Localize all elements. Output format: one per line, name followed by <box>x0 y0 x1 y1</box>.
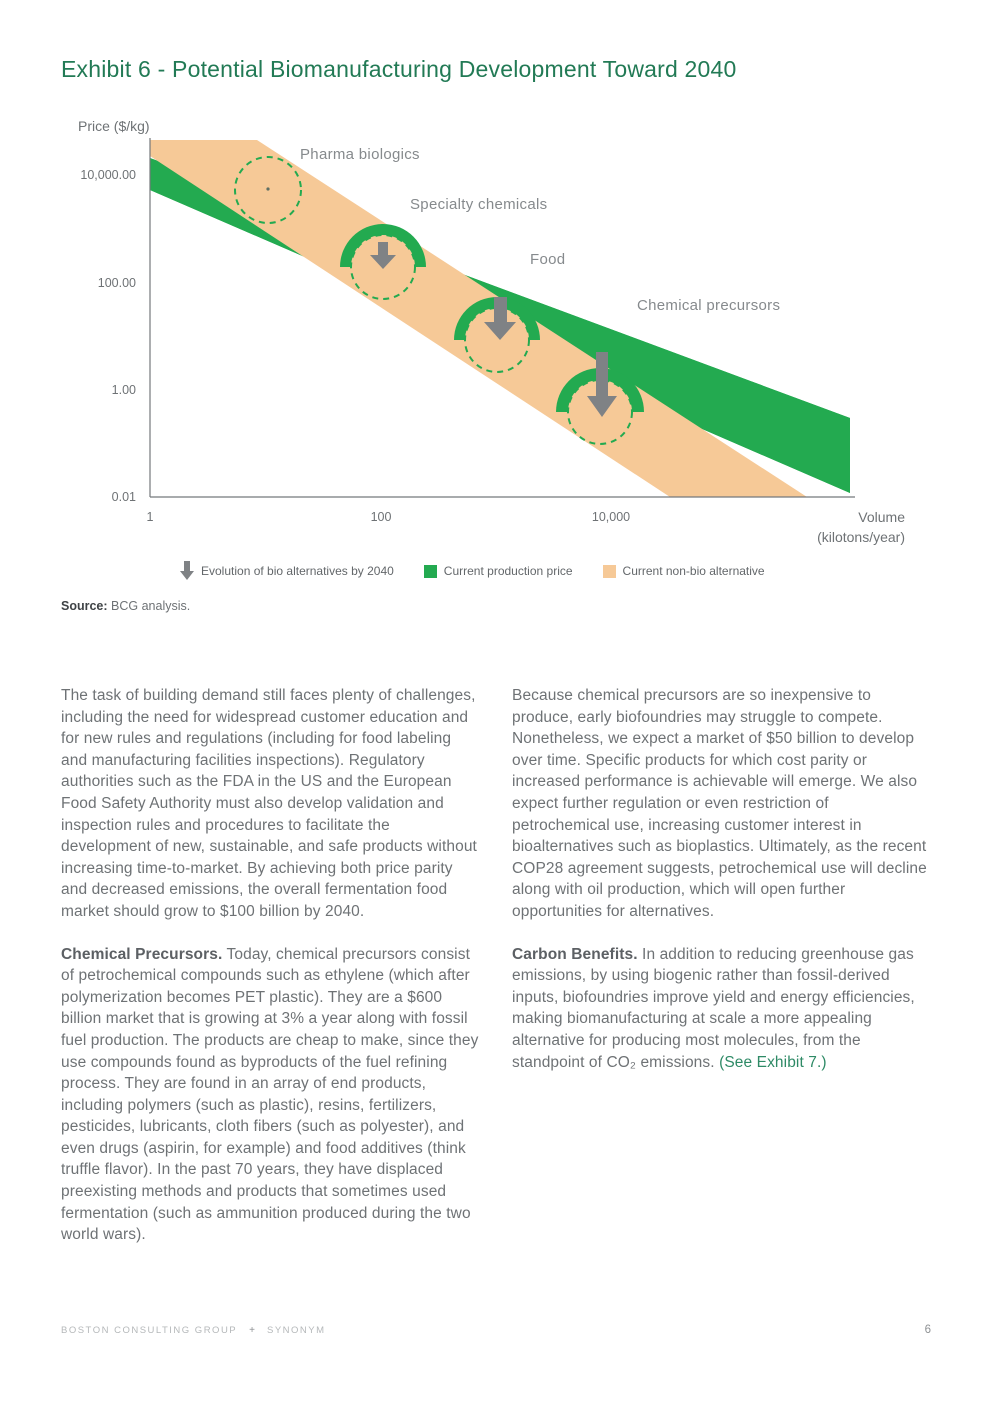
lead-in-chemical-precursors: Chemical Precursors. <box>61 945 223 963</box>
footer-page-number: 6 <box>924 1324 931 1336</box>
legend-label-evolution: Evolution of bio alternatives by 2040 <box>201 564 394 578</box>
paragraph-demand-challenges: The task of building demand still faces plenty of challenges, including the need for widespread customer education and for new rules and regulations (including for food labeling and manufacturing facilities inspections). Regulatory authorities such as the FDA in the US and the European Food Safety Authority must also develop validation and inspection rules and procedures to facilitate the development of new, sustainable, and safe products without increasing time-to-market. By achieving both price parity and decreased emissions, the overall fermentation food market should grow to $100 billion by 2040. <box>61 687 477 920</box>
y-tick-1: 1.00 <box>111 383 136 397</box>
segment-label-specialty-chemicals: Specialty chemicals <box>410 196 548 213</box>
body-columns <box>61 685 930 1246</box>
body-column-left <box>61 685 479 1246</box>
segment-label-chemical-precursors: Chemical precursors <box>637 297 781 314</box>
exhibit-chart <box>0 0 992 555</box>
legend-label-production-price: Current production price <box>443 564 573 578</box>
legend-label-non-bio: Current non-bio alternative <box>622 564 765 578</box>
x-tick-10000: 10,000 <box>591 510 631 524</box>
legend-item-production-price <box>424 564 573 578</box>
y-tick-10000: 10,000.00 <box>80 168 136 182</box>
chart-legend <box>180 561 765 581</box>
source-line <box>61 599 190 613</box>
lead-in-carbon-benefits: Carbon Benefits. <box>512 945 638 963</box>
x-tick-100: 100 <box>370 510 392 524</box>
y-tick-001: 0.01 <box>111 490 136 504</box>
legend-item-evolution <box>180 561 394 581</box>
y-tick-100: 100.00 <box>97 276 136 290</box>
footer-brand <box>61 1325 326 1336</box>
paragraph-chemical-precursors <box>61 944 479 1246</box>
footer-brand-synonym: SYNONYM <box>266 1324 326 1336</box>
source-label: Source: <box>61 599 108 613</box>
tan-swatch-icon <box>603 565 616 578</box>
footer-plus-separator: + <box>249 1324 255 1336</box>
page-title: Exhibit 6 - Potential Biomanufacturing Development Toward 2040 <box>61 56 737 82</box>
paragraph-carbon-benefits <box>512 944 930 1074</box>
paragraph-biofoundries-compete: Because chemical precursors are so inexpensive to produce, early biofoundries may struggle to compete. Nonetheless, we expect a market of $50 billion to develop over time. Specific products for which cost parity or increased performance is achievable will emerge. We also expect further regulation or even restriction of petrochemical use, increasing customer interest in bioalternatives such as bioplastics. Ultimately, as the recent COP28 agreement suggests, petrochemical use will decline along with oil production, which will open further opportunities for alternatives. <box>512 687 927 920</box>
footer-brand-bcg: BOSTON CONSULTING GROUP <box>61 1324 238 1336</box>
segment-label-food: Food <box>530 251 566 268</box>
page-footer <box>61 1324 931 1336</box>
pharma-center-dot <box>266 187 269 190</box>
segment-label-pharma-biologics: Pharma biologics <box>300 146 420 163</box>
paragraph-chemical-precursors-text: Today, chemical precursors consist of petrochemical compounds such as ethylene (which after polymerization becomes PET plastic). They are a $600 billion market that is growing at 3% a year along with fossil fuel production. The products are cheap to make, since they use compounds found as byproducts of the fuel refining process. They are found in an array of end products, including polymers (such as plastic), resins, fertilizers, pesticides, lubricants, cloth fibers (such as polyester), and even drugs (aspirin, for example) and food additives (think truffle flavor). In the past 70 years, they have displaced preexisting methods and products that sometimes used fermentation (such as ammunition produced during the two world wars). <box>61 945 479 1244</box>
x-axis-title-line1: Volume <box>858 509 905 525</box>
green-swatch-icon <box>424 565 437 578</box>
y-axis-title: Price ($/kg) <box>78 118 150 134</box>
source-text: BCG analysis. <box>111 599 191 613</box>
down-arrow-icon <box>180 561 194 581</box>
body-column-right <box>512 685 930 1246</box>
x-axis-title-line2: (kilotons/year) <box>817 529 905 545</box>
see-exhibit-7-link[interactable]: (See Exhibit 7.) <box>719 1053 827 1071</box>
x-tick-1: 1 <box>146 510 154 524</box>
legend-item-non-bio <box>603 564 765 578</box>
paragraph-carbon-benefits-text: In addition to reducing greenhouse gas emissions, by using biogenic rather than fossil-derived inputs, biofoundries improve yield and energy efficiencies, making biomanufacturing at scale a more appealing alternative for producing most molecules, from the standpoint of CO₂ emissions. <box>512 945 915 1071</box>
